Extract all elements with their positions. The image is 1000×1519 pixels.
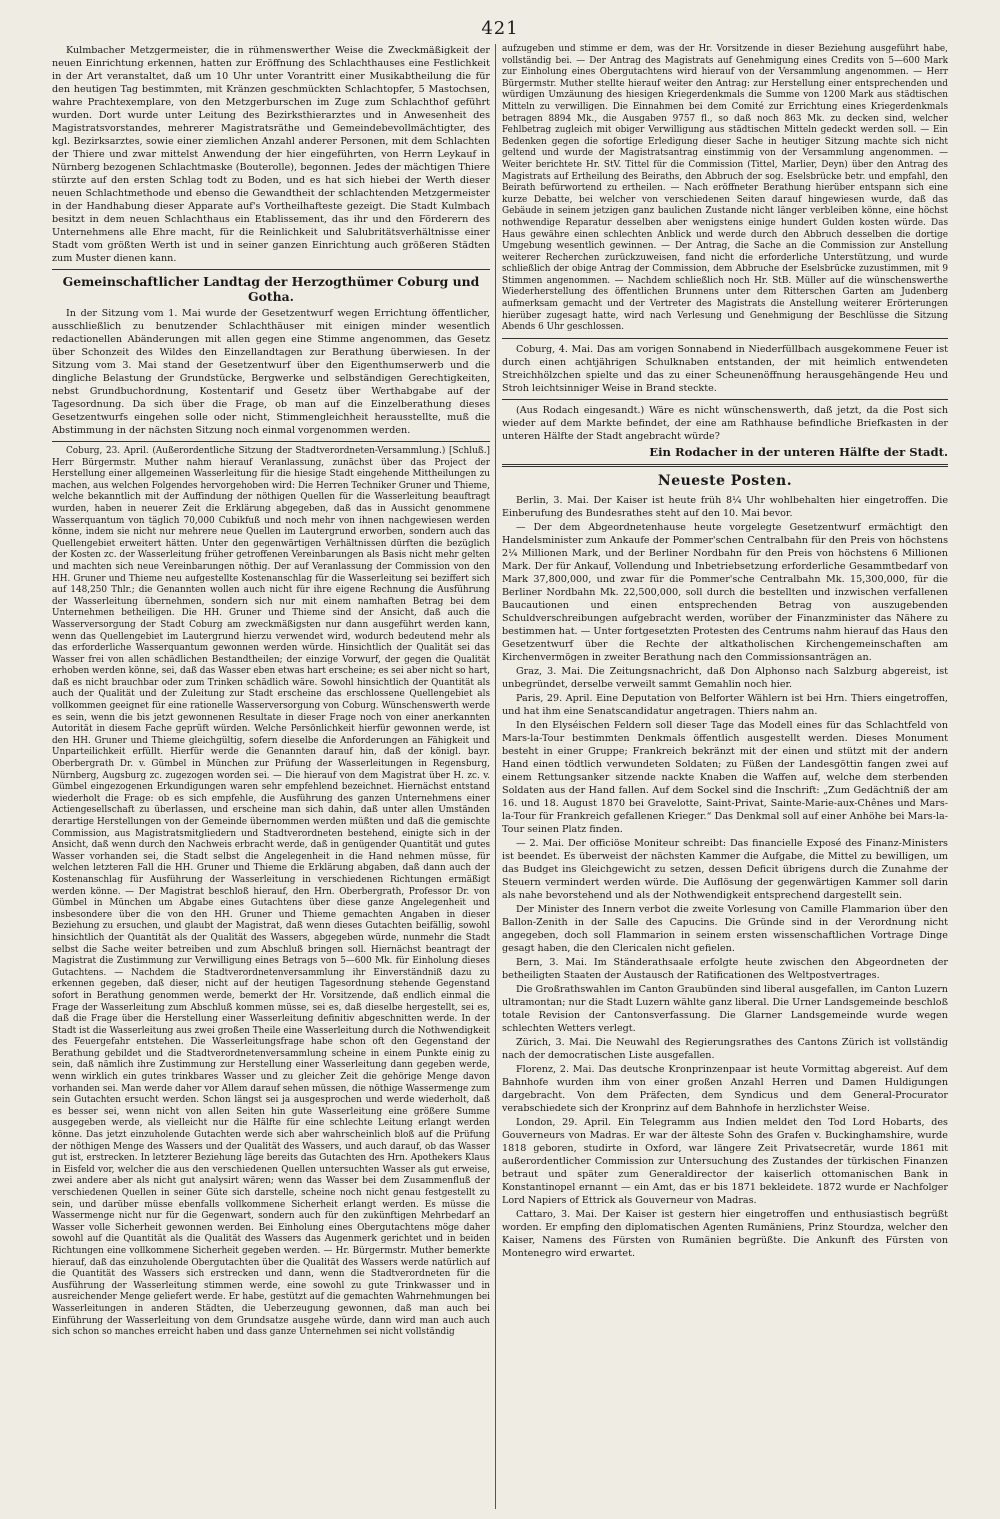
article-coburg-water-supply: Coburg, 23. April. (Außerordentliche Sitzung der Stadtverordneten-Versammlung.) [Schluß.] Herr Bürgermstr. Muther nahm hierauf Veranlassung, zunächst über das Project der Herstellung einer allgemeinen Wasserleitung für die hiesige Stadt eingehende Mittheilungen zu machen, aus welchen Folgendes hervorgehoben wird: Die Herren Techniker Gruner und Thieme, welche bekanntlich mit der Auffindung der nöthigen Quellen für die Wasserleitung beauftragt wurden, haben in neuerer Zeit die Erklärung abgegeben, daß das in Aussicht genommene Wasserquantum von täglich 70,000 Cubikfuß und noch mehr von ihnen nachgewiesen werden könne, indem sie nicht nur mehrere neue Quellen im Lautergrund erworben, sondern auch das Quellengebiet erweitert hätten. Unter den gegenwärtigen Verhältnissen dürften die bezüglich der Kosten zc. der Wasserleitung früher getroffenen Vereinbarungen als Basis nicht mehr gelten und machten sich neue Vereinbarungen nöthig. Der auf Veranlassung der Commission von den HH. Gruner und Thieme neu aufgestellte Kostenanschlag für die Wasserleitung sei beziffert sich auf 148,250 Thlr.; die Genannten wollen auch nicht für ihre eigene Rechnung die Ausführung der Wasserleitung übernehmen, sondern sich nur mit einem namhaften Betrag bei dem Unternehmen betheiligen. Die HH. Gruner und Thieme sind der Ansicht, daß auch die Wasserversorgung der Stadt Coburg am zweckmäßigsten nur dann ausgeführt werden kann, wenn das Quellengebiet im Lautergrund hierzu verwendet wird, wodurch bedeutend mehr als das erforderliche Wasserquantum gewonnen werden würde. Hinsichtlich der Qualität sei das Wasser frei von allen schädlichen Bestandtheilen; der einzige Vorwurf, der gegen die Qualität erhoben werden könne, sei, daß das Wasser eben etwas hart erscheine; es sei aber nicht so hart, daß es nicht brauchbar oder zum Trinken schädlich wäre. Sowohl hinsichtlich der Quantität als auch der Qualität und der Zuleitung zur Stadt erscheine das erschlossene Quellengebiet als vollkommen geeignet für eine rationelle Wasserversorgung von Coburg. Wünschenswerth werde es sein, wenn die bis jetzt gewonnenen Resultate in dieser Frage noch von einer anerkannten Autorität in diesem Fache geprüft würden. Welche Persönlichkeit hierfür gewonnen werde, ist den HH. Gruner und Thieme gleichgültig, sofern dieselbe die Anforderungen an Fähigkeit und Unparteilichkeit erfüllt. Hierfür werde die Genannten darauf hin, daß der königl. bayr. Oberbergrath Dr. v. Gümbel in München zur Prüfung der Wasserleitungen in Regensburg, Nürnberg, Augsburg zc. zugezogen worden sei. — Die hierauf von dem Magistrat über H. zc. v. Gümbel eingezogenen Erkundigungen waren sehr empfehlend bezeichnet. Hiernächst entstand wiederholt die Frage: ob es sich empfehle, die Ausführung des ganzen Unternehmens einer Actiengesellschaft zu überlassen, und erscheine man sich dahin, daß unter allen Umständen derartige Herstellungen von der Gemeinde übernommen werden müßten und daß die gemischte Commission, aus Magistratsmitgliedern und Stadtverordneten bestehend, einigte sich in der Ansicht, daß wenn durch den Nachweis erbracht werde, daß in genügender Quantität und gutes Wasser vorhanden sei, die Stadt selbst die Angelegenheit in die Hand nehmen müsse, für welchen letzteren Fall die HH. Gruner und Thieme die Erklärung abgaben, daß dann auch der Kostenanschlag für Ausführung der Wasserleitung in verschiedenen Richtungen ermäßigt werden könne. — Der Magistrat beschloß hierauf, den Hrn. Oberbergrath, Professor Dr. von Gümbel in München um Abgabe eines Gutachtens über diese ganze Angelegenheit und insbesondere über die von den HH. Gruner und Thieme gemachten Angaben in dieser Beziehung zu ersuchen, und glaubt der Magistrat, daß wenn dieses Gutachten beifällig, sowohl hinsichtlich der Quantität als der Qualität des Wassers, abgegeben würde, nunmehr die Stadt selbst die Sache weiter betreiben und zum Abschluß bringen soll. Hiernächst beantragt der Magistrat die Zustimmung zur Verwilligung eines Betrags von 5—600 Mk. für Einholung dieses Gutachtens. — Nachdem die Stadtverordnetenversammlung ihr Einverständniß dazu zu erkennen gegeben, daß dieser, nicht auf der heutigen Tagesordnung stehende Gegenstand sofort in Berathung genommen werde, bemerkt der Hr. Vorsitzende, daß endlich einmal die Frage der Wasserleitung zum Abschluß kommen müsse, sei es, daß dieselbe hergestellt, sei es, daß die Frage über die Herstellung einer Wasserleitung definitiv abgeschnitten werde. In der Stadt ist die Wasserleitung aus zwei großen Theile eine Wasserleitung durch die Nothwendigkeit des Feuergefahr entstehen. Die Wasserleitungsfrage habe schon oft den Gegenstand der Berathung gebildet und die Stadtverordnetenversammlung scheine in einem Punkte einig zu sein, daß nämlich ihre Zustimmung zur Herstellung einer Wasserleitung dann gegeben werde, wenn wirklich ein gutes trinkbares Wasser und zu gleicher Zeit die gehörige Menge davon vorhanden sei. Man werde daher vor Allem darauf sehen müssen, die nöthige Wassermenge zum sein Gutachten ersucht werden. Schon längst sei ja ausgesprochen und werde wiederholt, daß es besser sei, wenn nicht von allen Seiten hin gute Wasserleitung eine größere Summe ausgegeben werde, als vielleicht nur die Hälfte für eine schlechte Leitung erlangt werden könne. Das jetzt einzuholende Gutachten werde sich aber wahrscheinlich bloß auf die Prüfung der nöthigen Menge des Wassers und der Qualität des Wassers, und auch darauf, ob das Wasser gut ist, erstrecken. In letzterer Beziehung läge bereits das Gutachten des Hrn. Apothekers Klaus in Eisfeld vor, welcher die aus den verschiedenen Quellen untersuchten Wasser als gut erweise, zwei andere aber als nicht gut analysirt wären; wenn das Wasser bei dem Zusammenfluß der verschiedenen Quellen in seiner Güte sich darstelle, scheine noch nicht genau festgestellt zu sein, und darüber müsse ebenfalls vollkommene Sicherheit erlangt werden. Es müsse die Wassermenge nicht nur für die Gegenwart, sondern auch für den zukünftigen Mehrbedarf an Wasser volle Sicherheit gewonnen werden. Bei Einholung eines Obergutachtens möge daher sowohl auf die Quantität als die Qualität des Wassers das Augenmerk gerichtet und in beiden Richtungen eine vollkommene Sicherheit gegeben werden. — Hr. Bürgermstr. Muther bemerkte hierauf, daß das einzuholende Obergutachten über die Qualität des Wassers werde natürlich auf die Quantität des Wassers sich erstrecken und dann, wenn die Stadtverordneten für die Ausführung der Wasserleitung stimmen werde, eine sowohl zu gute Trinkwasser und in ausreichender Menge geliefert werde. Er habe, gestützt auf die gemachten Wahrnehmungen bei Wasserleitungen in anderen Städten, die Ueberzeugung gewonnen, daß man auch bei Einführung der Wasserleitung von dem Grundsatze ausgehe würde, dann wird man auch auch sich schon so manches erreicht haben und dass ganze Unternehmen sei nicht vollständig — [52, 446, 490, 1338]
heading-landtag: Gemeinschaftlicher Landtag der Herzogthümer Coburg und Gotha. — [62, 274, 480, 304]
news-zurich: Zürich, 3. Mai. Die Neuwahl des Regierungsrathes des Cantons Zürich ist vollständig nach der democratischen Liste ausgefallen. — [502, 1036, 948, 1061]
news-paris-monument: In den Elyséischen Feldern soll dieser Tage das Modell eines für das Schlachtfeld von Mars-la-Tour bestimmten Denkmals öffentlich ausgestellt werden. Dieses Monument besteht in einer Gruppe; Frankreich bekränzt mit der einen und stützt mit der andern Hand einen tödtlich verwundeten Soldaten; zu Füßen der Landesgöttin fangen zwei auf einem Rettungsanker sitzende nackte Knaben die Waffen auf, welche dem sterbenden Soldaten aus der Hand fallen. Auf dem Sockel sind die Inschrift: „Zum Gedächtniß der am 16. und 18. August 1870 bei Gravelotte, Saint-Privat, Sainte-Marie-aux-Chênes und Mars-la-Tour für Frankreich gefallenen Krieger.“ Das Denkmal soll auf einer Anhöhe bei Mars-la-Tour seinen Platz finden. — [502, 719, 948, 835]
left-column — [52, 44, 490, 1513]
article-rodach-letter: (Aus Rodach eingesandt.) Wäre es nicht wünschenswerth, daß jetzt, da die Post sich wieder auf dem Markte befindet, der eine am Rathhause befindliche Briefkasten in der unteren Hälfte der Stadt angebracht würde? — [502, 404, 948, 442]
letter-signoff: Ein Rodacher in der unteren Hälfte der Stadt. — [649, 444, 948, 459]
heading-latest-news: Neueste Posten. — [657, 472, 793, 489]
section-divider — [502, 464, 948, 467]
news-florence: Florenz, 2. Mai. Das deutsche Kronprinzenpaar ist heute Vormittag abgereist. Auf dem Bahnhofe wurden ihm von einer großen Anzahl Herren und Damen Huldigungen dargebracht. Von dem Präfecten, dem Syndicus und dem General-Procurator verabschiedete sich der Kronprinz auf dem Bahnhofe in herzlichster Weise. — [502, 1063, 948, 1114]
section-divider — [52, 269, 490, 270]
news-paris: Paris, 29. April. Eine Deputation von Belforter Wählern ist bei Hrn. Thiers eingetroffen, und hat ihm eine Senatscandidatur angetragen. Thiers nahm an. — [502, 692, 948, 717]
news-london: London, 29. April. Ein Telegramm aus Indien meldet den Tod Lord Hobarts, des Gouverneurs von Madras. Er war der älteste Sohn des Grafen v. Buckinghamshire, wurde 1818 geboren, studirte in Oxford, war längere Zeit Privatsecretär, wurde 1861 mit außerordentlicher Commission zur Untersuchung des Zustandes der türkischen Finanzen betraut und später zum Generaldirector der kaiserlich ottomanischen Bank in Konstantinopel ernannt — ein Amt, das er bis 1871 bekleidete. 1872 wurde er Nachfolger Lord Napiers of Ettrick als Gouverneur von Madras. — [502, 1116, 948, 1206]
news-cattaro: Cattaro, 3. Mai. Der Kaiser ist gestern hier eingetroffen und enthusiastisch begrüßt worden. Er empfing den diplomatischen Agenten Rumäniens, Prinz Stourdza, welcher den Kaiser, Namens des Fürsten von Rumänien begrüßte. Die Ankunft des Fürsten von Montenegro wird erwartet. — [502, 1208, 948, 1259]
section-divider — [502, 399, 948, 400]
page-number: 421 — [481, 18, 519, 39]
news-berlin: Berlin, 3. Mai. Der Kaiser ist heute früh 8¼ Uhr wohlbehalten hier eingetroffen. Die Einberufung des Bundesrathes steht auf den 10. Mai bevor. — [502, 494, 948, 519]
right-column — [502, 44, 948, 1513]
article-coburg-fire: Coburg, 4. Mai. Das am vorigen Sonnabend in Niederfüllbach ausgekommene Feuer ist durch einen achtjährigen Schulknaben entstanden, der mit heimlich entwendeten Streichhölzchen spielte und das zu einer Scheunenöffnung herausgehängende Heu und Stroh leichtsinniger Weise in Brand steckte. — [502, 343, 948, 394]
news-berlin-railway: — Der dem Abgeordnetenhause heute vorgelegte Gesetzentwurf ermächtigt den Handelsminister zum Ankaufe der Pommer'schen Centralbahn für den Preis von höchstens 2¼ Millionen Mark, und der Berliner Nordbahn für den Preis von höchstens 6 Millionen Mark. Der für Ankauf, Vollendung und Inbetriebsetzung erforderliche Gesammtbedarf von Mark 37,800,000, und zwar für die Pommer'sche Centralbahn Mk. 15,300,000, für die Berliner Nordbahn Mk. 22,500,000, soll durch die bestellten und inzwischen verfallenen Baucautionen und einen entsprechenden Betrag von auszugebenden Schuldverschreibungen aufgebracht werden, worüber der Finanzminister das Nähere zu bestimmen hat. — Unter fortgesetzten Protesten des Centrums nahm hierauf das Haus den Gesetzentwurf über die Rechte der altkatholischen Kirchengemeinschaften am Kirchenvermögen in zweiter Berathung nach den Commissionsanträgen an. — [502, 521, 948, 663]
section-divider — [52, 441, 490, 442]
section-divider — [502, 338, 948, 339]
news-paris-moniteur: — 2. Mai. Der officiöse Moniteur schreibt: Das financielle Exposé des Finanz-Ministers ist beendet. Es überweist der nächsten Kammer die Aufgabe, die Mittel zu bewilligen, um das Budget ins Gleichgewicht zu setzen, dessen Deficit übrigens durch die Zunahme der Steuern vermindert werden würde. Die Auflösung der gegenwärtigen Kammer soll darin als nahe bevorstehend und als der Nothwendigkeit entsprechend dargestellt sein. — [502, 837, 948, 901]
column-divider — [495, 44, 496, 1509]
news-bern: Bern, 3. Mai. Im Ständerathsaale erfolgte heute zwischen den Abgeordneten der betheiligten Staaten der Austausch der Ratificationen des Weltpostvertrages. — [502, 956, 948, 981]
news-paris-flammarion: Der Minister des Innern verbot die zweite Vorlesung von Camille Flammarion über den Ballon-Zenith in der Salle des Capucins. Die Gründe sind in der Verordnung nicht angegeben, doch soll Flammarion in seinem ersten wissenschaftlichen Vortrage Dinge gesagt haben, die den Clericalen nicht gefielen. — [502, 903, 948, 954]
article-coburg-continued: aufzugeben und stimme er dem, was der Hr. Vorsitzende in dieser Beziehung ausgeführt habe, vollständig bei. — Der Antrag des Magistrats auf Genehmigung eines Credits von 5—600 Mark zur Einholung eines Obergutachtens wird hierauf von der Versammlung angenommen. — Herr Bürgermstr. Muther stellte hierauf weiter den Antrag: zur Herstellung einer entsprechenden und würdigen Umzäunung des hiesigen Kriegerdenkmals die Summe von 1200 Mark aus städtischen Mitteln zu verwilligen. Die Einnahmen bei dem Comité zur Errichtung eines Kriegerdenkmals betragen 8894 Mk., die Ausgaben 9757 fl., so daß noch 863 Mk. zu decken sind, welcher Fehlbetrag zugleich mit obiger Verwilligung aus städtischen Mitteln gedeckt werden soll. — Ein Bedenken gegen die sofortige Erledigung dieser Sache in heutiger Sitzung machte sich nicht geltend und wurde der Magistratsantrag einstimmig von der Versammlung angenommen. — Weiter berichtete Hr. StV. Tittel für die Commission (Tittel, Marlier, Deyn) über den Antrag des Magistrats auf Ertheilung des Beiraths, den Abbruch der sog. Eselsbrücke betr. und empfahl, den Beirath befürwortend zu ertheilen. — Nach eröffneter Berathung hierüber entspann sich eine kurze Debatte, bei welcher von verschiedenen Seiten darauf hingewiesen wurde, daß das Gebäude in seinem jetzigen ganz baulichen Zustande nicht länger verbleiben könne, eine höchst nothwendige Reparatur desselben aber wenigstens einige hundert Gulden kosten würde. Das Haus gewähre einen schlechten Anblick und werde durch den Abbruch desselben die dortige Umgebung wesentlich gewinnen. — Der Antrag, die Sache an die Commission zur Anstellung weiterer Recherchen zurückzuweisen, fand nicht die erforderliche Unterstützung, und wurde schließlich der obige Antrag der Commission, dem Abbruche der Eselsbrücke zuzustimmen, mit 9 Stimmen angenommen. — Nachdem schließlich noch Hr. StB. Müller auf die wünschenswerthe Wiederherstellung des öffentlichen Brunnens unter dem Ritterschen Garten am Judenberg aufmerksam gemacht und der Vertreter des Magistrats die Anstellung weiterer Erörterungen hierüber zugesagt hatte, wird nach Verlesung und Genehmigung der Beschlüsse die Sitzung Abends 6 Uhr geschlossen. — [502, 44, 948, 333]
news-swiss-elections: Die Großrathswahlen im Canton Graubünden sind liberal ausgefallen, im Canton Luzern ultramontan; nur die Stadt Luzern wählte ganz liberal. Die Urner Landsgemeinde beschloß totale Revision der Cantonsverfassung. Die Glarner Landsgemeinde wurde wegen schlechten Wetters verlegt. — [502, 983, 948, 1034]
article-landtag: In der Sitzung vom 1. Mai wurde der Gesetzentwurf wegen Errichtung öffentlicher, ausschließlich zu benutzender Schlachthäuser mit einigen minder wesentlich redactionellen Abänderungen mit allen gegen eine Stimme angenommen, das Gesetz über Schonzeit des Wildes den Einzellandtagen zur Berathung überwiesen. In der Sitzung vom 3. Mai stand der Gesetzentwurf über den Eigenthumserwerb und die dingliche Belastung der Grundstücke, Bergwerke und selbständigen Gerechtigkeiten, nebst Grundbuchordnung, Kostentarif und Gesetz über Werthabgabe auf der Tagesordnung. Da sich über die Frage, ob man auf die Einzelberathung dieses Gesetzentwurfs eingehen solle oder nicht, Stimmengleichheit herausstellte, muß die Abstimmung in der nächsten Sitzung noch einmal vorgenommen werden. — [52, 308, 490, 436]
article-kulmbach-slaughterhouse: Kulmbacher Metzgermeister, die in rühmenswerther Weise die Zweckmäßigkeit der neuen Einrichtung erkennen, hatten zur Eröffnung des Schlachthauses eine Festlichkeit in der Art veranstaltet, daß um 10 Uhr unter Vorantritt einer Musikabtheilung die für den heutigen Tag bestimmten, mit Kränzen geschmückten Schlachtopfer, 5 Mastochsen, wahre Prachtexemplare, von den Metzgerburschen im Zuge zum Schlachthof geführt wurden. Dort wurde unter Leitung des Bezirksthierarztes und in Anwesenheit des Magistratsvorstandes, mehrerer Magistratsräthe und Gemeindebevollmächtigter, des kgl. Bezirksarztes, sowie einer ziemlichen Anzahl anderer Personen, mit dem Schlachten der Thiere und zwar mittelst Anwendung der hier eingeführten, von Herrn Leykauf in Nürnberg bezogenen Schlachtmaske (Bouterolle), begonnen. Jedes der mächtigen Thiere stürzte auf den ersten Schlag todt zu Boden, und es hat sich hiebei der Werth dieser neuen Schlachtmethode und ebenso die Gewandtheit der schlachtenden Metzgermeister in der Handhabung dieser Apparate auf's Vortheilhafteste gezeigt. Die Stadt Kulmbach besitzt in dem neuen Schlachthaus ein Etablissement, das ihr und den Förderern des Unternehmens alle Ehre macht, für die Reinlichkeit und Salubritätsverhältnisse einer Stadt vom größten Werth ist und in seiner ganzen Einrichtung auch größeren Städten zum Muster dienen kann. — [52, 45, 490, 264]
news-graz: Graz, 3. Mai. Die Zeitungsnachricht, daß Don Alphonso nach Salzburg abgereist, ist unbegründet, derselbe verweilt sammt Gemahlin noch hier. — [502, 665, 948, 690]
